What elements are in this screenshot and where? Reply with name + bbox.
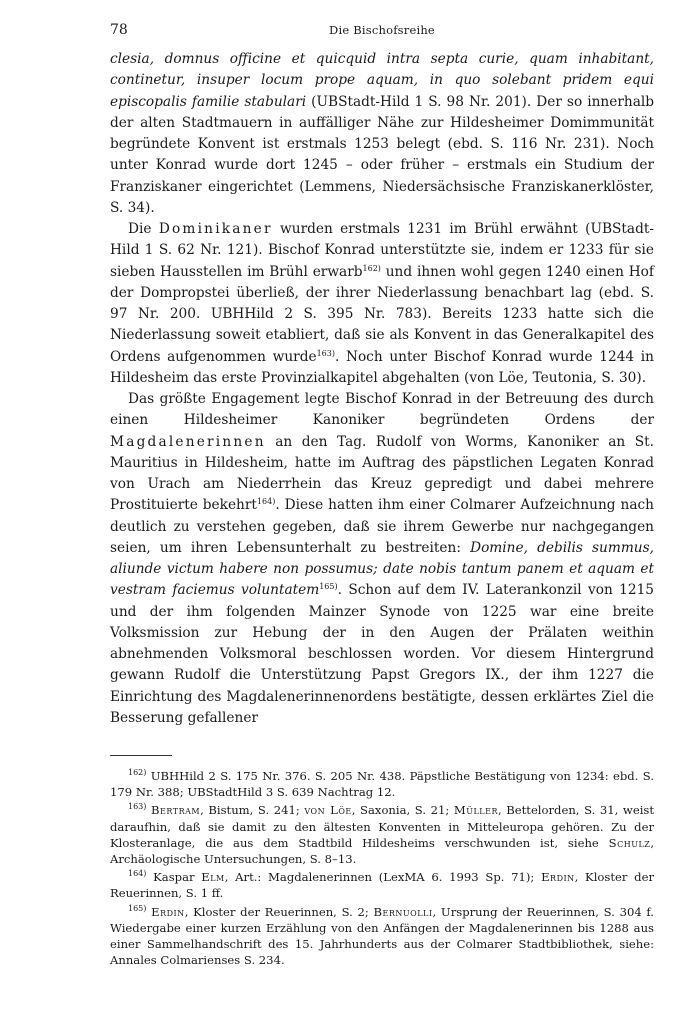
footnote-ref-164[interactable]: 164) bbox=[256, 497, 276, 507]
footnote-text: , Bettelorden, S. 31, weist daraufhin, daß sie damit zu den ältesten Konventen in Mitteleuropa gehören. Zu der Klosteranlage, die aus dem Stadtbild Hildesheims verschwunden ist, siehe bbox=[110, 803, 655, 850]
paragraph-text: . Schon auf dem IV. Laterankonzil von 1215 und der ihm folgenden Mainzer Synode von 1225 war eine breite Volksmission zur Hebung der in den Augen der Prälaten weithin abnehmenden Volksmoral beschlossen worden. Vor diesem Hintergrund gewann Rudolf die Unterstützung Papst Gregors IX., der ihm 1227 die Einrichtung des Magdalenerinnenordens bestätigte, dessen erklärtes Ziel die Besserung gefallener bbox=[110, 582, 654, 726]
footnote-text: , Kloster der Reuerinnen, S. 2; bbox=[184, 904, 374, 919]
footnote-mark: 165) bbox=[128, 903, 147, 913]
footnote-mark: 164) bbox=[128, 869, 147, 879]
footnote-text: UBHHild 2 S. 175 Nr. 376. S. 205 Nr. 438. Päpstliche Bestätigung von 1234: ebd. S. 179 Nr. 388; UBStadtHild 3 S. 639 Nachtrag 12. bbox=[110, 769, 654, 800]
footnote-163 bbox=[110, 802, 654, 867]
page-header bbox=[110, 22, 654, 44]
paragraph-text: (UBStadt-Hild 1 S. 98 Nr. 201). Der so innerhalb der alten Stadtmauern in auffälliger Nähe zur Hildesheimer Domimmunität begründete Konvent ist erstmals 1253 belegt (ebd. S. 116 Nr. 231). Noch unter Konrad wurde dort 1245 – oder früher – erstmals ein Studium der Franziskaner eingerichtet (Lemmens, Niedersächsische Franziskanerklöster, S. 34). bbox=[110, 93, 655, 216]
page-number: 78 bbox=[110, 22, 128, 38]
paragraph-magdalenes bbox=[110, 389, 654, 729]
footnote-text: , Bistum, S. 241; bbox=[200, 803, 305, 818]
paragraph-text: Das größte Engagement legte Bischof Konrad in der Betreuung des durch einen Hildesheimer Kanoniker begründeten Ordens der bbox=[110, 391, 654, 429]
footnote-165 bbox=[110, 904, 654, 969]
footnote-mark: 162) bbox=[128, 768, 147, 777]
author-name: Müller bbox=[453, 803, 498, 818]
paragraph-text: . Diese hatten ihm einer Colmarer Aufzeichnung nach deutlich zu verstehen gegeben, daß sie ihrem Gewerbe nur nachgegangen seien, um ihren Lebensunterhalt zu bestreiten: bbox=[110, 497, 654, 556]
author-name: Erdin bbox=[151, 904, 185, 919]
running-head: Die Bischofsreihe bbox=[329, 23, 435, 37]
paragraph-text: an den Tag. Rudolf von Worms, Kanoniker an St. Mauritius in Hildesheim, hatte im Auftrag des päpstlichen Legaten Konrad von Urach am Niederrhein das Kreuz gepredigt und dabei mehrere Prostituierte bekehrt bbox=[110, 433, 654, 514]
latin-quote: Domine, debilis summus, aliunde victum habere non possumus; date nobis tantum panem et aquam et vestram faciemus voluntatem bbox=[110, 539, 654, 599]
spaced-term: Magdalenerinnen bbox=[110, 433, 266, 450]
footnote-text: , Saxonia, S. 21; bbox=[351, 803, 454, 818]
footnote-text: , Kloster der Reuerinnen, S. 1 ff. bbox=[110, 870, 654, 901]
paragraph-dominicans bbox=[110, 219, 654, 389]
footnote-162 bbox=[110, 768, 654, 800]
footnote-text: , Ursprung der Reuerinnen, S. 304 f. Wiedergabe einer kurzen Erzählung von den Anfängen der Magdalenerinnen bis 1288 aus einer Sammelhandschrift des 15. Jahrhunderts aus der Colmarer Stadtbibliothek, siehe: Annales Colmarienses S. 234. bbox=[110, 904, 654, 968]
book-page bbox=[110, 22, 654, 970]
footnote-text: , Art.: Magdalenerinnen (LexMA 6. 1993 Sp. 71); bbox=[224, 870, 542, 885]
author-name: Schulz bbox=[608, 835, 651, 850]
spaced-term: Dominikaner bbox=[158, 221, 273, 237]
paragraph-franciscans bbox=[110, 49, 654, 219]
paragraph-text: und ihnen wohl gegen 1240 einen Hof der Dompropstei überließ, der ihrer Niederlassung benachbart lag (ebd. S. 97 Nr. 200. UBHHild 2 S. 395 Nr. 783). Bereits 1233 hatte sich die Niederlassung soweit etabliert, daß sie als Konvent in das Generalkapitel des Ordens aufgenommen wurde bbox=[110, 263, 654, 365]
footnote-mark: 163) bbox=[128, 802, 147, 812]
paragraph-text: . Noch unter Bischof Konrad wurde 1244 in Hildesheim das erste Provinzialkapitel abgehalten (von Löe, Teutonia, S. 30). bbox=[110, 348, 654, 386]
footnote-ref-165[interactable]: 165) bbox=[319, 582, 338, 592]
author-name: Bertram bbox=[151, 803, 201, 818]
footnote-164 bbox=[110, 869, 654, 901]
footnote-divider bbox=[110, 755, 172, 756]
author-name: Bernuolli bbox=[373, 904, 433, 919]
footnote-text: Kaspar bbox=[146, 870, 202, 885]
author-name: Elm bbox=[201, 870, 225, 885]
footnote-ref-162[interactable]: 162) bbox=[362, 263, 381, 273]
author-name: Erdin bbox=[541, 870, 575, 885]
author-name: von Löe bbox=[304, 803, 352, 818]
latin-quote: clesia, domnus officine et quicquid intra septa curie, quam inhabitant, continetur, insuper locum prope aquam, in quo solebant pridem equi episcopalis familie stabulari bbox=[110, 51, 654, 110]
footnote-ref-163[interactable]: 163) bbox=[316, 348, 335, 358]
paragraph-text: Die bbox=[128, 221, 159, 237]
footnotes bbox=[110, 768, 654, 968]
footnote-text: , Archäologische Untersuchungen, S. 8–13. bbox=[110, 835, 654, 867]
paragraph-text: wurden erstmals 1231 im Brühl erwähnt (UBStadt-Hild 1 S. 62 Nr. 121). Bischof Konrad unterstützte sie, indem er 1233 für sie sieben Hausstellen im Brühl erwarb bbox=[110, 221, 654, 280]
body-text bbox=[110, 49, 654, 729]
